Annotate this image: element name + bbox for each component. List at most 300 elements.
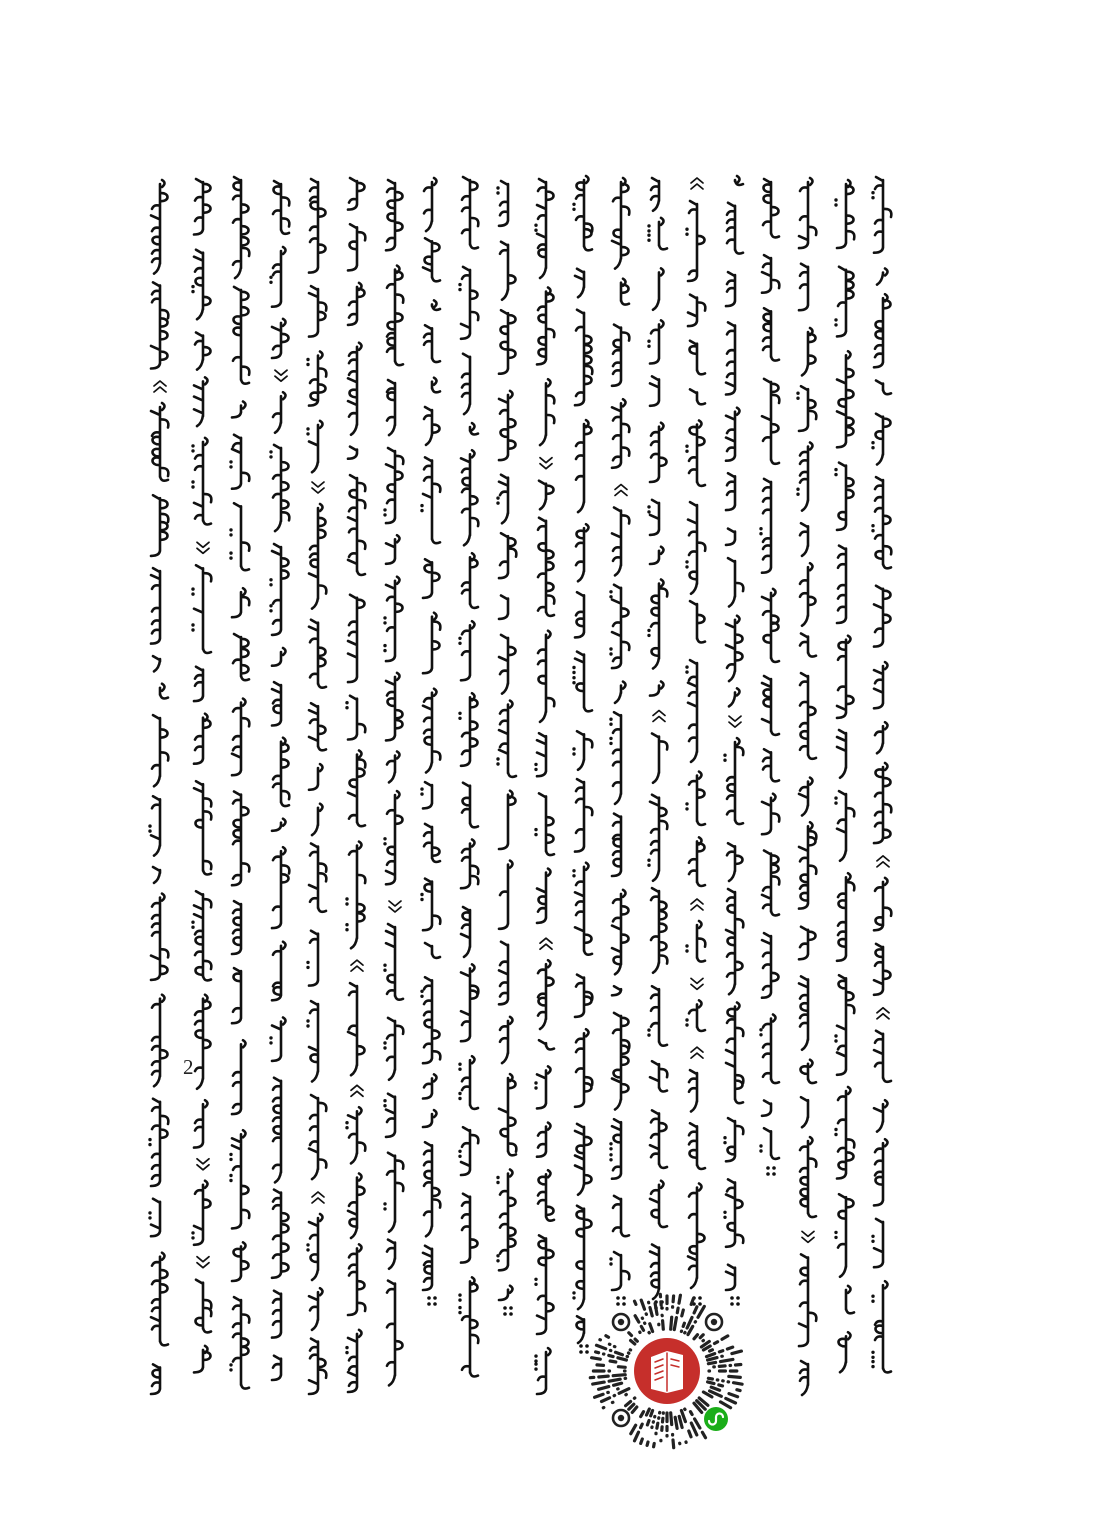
- code-ray: [671, 1317, 672, 1329]
- script-word-strokes: [612, 1252, 629, 1290]
- script-dot: [345, 902, 348, 905]
- script-dot: [229, 460, 232, 463]
- script-word: [834, 267, 853, 337]
- full-stop-mark: [427, 1296, 437, 1306]
- code-ray: [609, 1355, 613, 1356]
- script-word: [800, 634, 816, 657]
- script-dot: [572, 869, 575, 872]
- script-word: [612, 814, 621, 876]
- code-ray: [647, 1409, 650, 1415]
- script-dot: [420, 893, 423, 896]
- script-word: [575, 310, 592, 405]
- script-word: [834, 463, 853, 530]
- code-ray: [694, 1335, 698, 1339]
- script-word: [462, 783, 478, 828]
- script-word-strokes: [727, 203, 743, 254]
- script-word: [272, 1356, 281, 1380]
- script-word: [728, 558, 743, 606]
- script-word: [194, 1346, 211, 1373]
- script-word-strokes: [462, 177, 478, 248]
- script-word-strokes: [151, 1199, 160, 1236]
- quotation-mark: [540, 458, 552, 469]
- code-finder-eye: [706, 1314, 722, 1330]
- quotation-mark: [729, 716, 741, 727]
- script-dot: [534, 1362, 537, 1365]
- script-word-strokes: [763, 1015, 779, 1084]
- script-dot: [496, 1181, 499, 1184]
- script-dot: [458, 1155, 461, 1158]
- script-word-strokes: [539, 481, 554, 510]
- script-word: [762, 379, 779, 464]
- script-word: [723, 738, 743, 824]
- script-dot: [579, 1344, 583, 1348]
- script-dot: [685, 1023, 688, 1026]
- script-word-strokes: [575, 310, 592, 405]
- script-word: [689, 1123, 705, 1169]
- script-word: [575, 269, 584, 297]
- script-dot: [534, 833, 537, 836]
- script-word-strokes: [689, 1070, 697, 1111]
- script-word: [762, 794, 779, 834]
- script-word: [229, 1297, 249, 1389]
- script-word-strokes: [348, 1107, 365, 1163]
- script-dot: [685, 944, 688, 947]
- script-word-strokes: [659, 218, 667, 249]
- code-ray: [657, 1423, 658, 1428]
- script-word: [534, 1348, 550, 1394]
- code-ray: [663, 1321, 664, 1330]
- script-word-strokes: [575, 652, 592, 712]
- script-word: [348, 983, 365, 1075]
- script-word-strokes: [651, 888, 667, 973]
- script-word-strokes: [233, 634, 249, 680]
- code-ray: [675, 1417, 677, 1428]
- script-word: [846, 1286, 854, 1313]
- script-dot: [572, 671, 575, 674]
- script-word-strokes: [688, 201, 705, 281]
- script-word-strokes: [461, 693, 478, 766]
- script-word: [685, 201, 704, 281]
- script-dot: [834, 198, 837, 201]
- script-word-strokes: [153, 656, 160, 671]
- code-ray: [618, 1367, 625, 1368]
- script-dot: [772, 1172, 776, 1176]
- code-ray: [614, 1383, 622, 1385]
- script-word-strokes: [151, 282, 168, 368]
- script-word-strokes: [273, 181, 289, 234]
- code-ray: [671, 1413, 672, 1425]
- script-word-strokes: [800, 443, 813, 511]
- script-dot: [496, 757, 499, 760]
- script-word: [609, 712, 621, 804]
- code-ray: [641, 1439, 643, 1443]
- script-word-strokes: [151, 1099, 168, 1186]
- full-stop-mark: [730, 1296, 740, 1306]
- script-dot: [306, 363, 309, 366]
- script-word-strokes: [728, 558, 743, 606]
- script-word-strokes: [538, 631, 554, 722]
- script-word: [874, 763, 891, 843]
- code-ray: [651, 1411, 653, 1416]
- script-word-strokes: [232, 1040, 246, 1114]
- script-word: [345, 1330, 361, 1392]
- script-word: [151, 568, 160, 644]
- script-word-strokes: [309, 286, 326, 337]
- script-word: [612, 890, 629, 974]
- code-ray: [631, 1341, 635, 1345]
- script-word: [837, 546, 846, 623]
- script-word: [877, 269, 888, 285]
- script-word: [148, 1099, 168, 1186]
- script-dot: [534, 1283, 537, 1286]
- script-word-strokes: [537, 869, 551, 923]
- script-dot: [647, 224, 650, 227]
- script-word: [726, 322, 735, 394]
- script-word-strokes: [837, 975, 854, 1075]
- script-word-strokes: [348, 1244, 365, 1315]
- script-word: [726, 616, 743, 681]
- script-word: [387, 380, 395, 435]
- code-ray: [602, 1398, 610, 1402]
- code-ray: [694, 1307, 697, 1313]
- script-word: [151, 1364, 160, 1394]
- script-word-strokes: [650, 500, 659, 535]
- script-dot: [458, 1092, 461, 1095]
- script-dot: [616, 1302, 620, 1306]
- script-dot: [191, 623, 194, 626]
- script-word: [537, 869, 551, 923]
- script-word-strokes: [194, 565, 211, 653]
- script-word-strokes: [874, 294, 891, 367]
- script-dot: [723, 1136, 726, 1139]
- script-dot: [871, 1235, 874, 1238]
- script-dot: [458, 1150, 461, 1153]
- script-dot: [834, 1236, 837, 1239]
- script-dot: [269, 1036, 272, 1039]
- script-word: [432, 300, 440, 310]
- script-word-strokes: [499, 861, 513, 929]
- script-dot: [609, 737, 612, 740]
- script-word: [309, 844, 326, 912]
- script-word: [309, 286, 326, 337]
- script-word-strokes: [272, 942, 286, 1001]
- code-ray: [715, 1342, 718, 1344]
- script-word: [612, 399, 629, 468]
- script-word-strokes: [309, 844, 326, 912]
- code-ray: [710, 1350, 713, 1351]
- script-word: [348, 447, 357, 459]
- script-word-strokes: [151, 796, 160, 855]
- script-dot: [572, 681, 575, 684]
- script-word-strokes: [233, 177, 249, 278]
- script-dot: [191, 921, 194, 924]
- script-word: [383, 1018, 403, 1080]
- text-column: [647, 178, 667, 1310]
- code-ray: [635, 1432, 639, 1441]
- script-word-strokes: [800, 634, 816, 657]
- script-word-strokes: [621, 279, 629, 305]
- script-word: [232, 792, 249, 886]
- script-word: [726, 1003, 743, 1104]
- script-word-strokes: [799, 386, 816, 431]
- script-word-strokes: [876, 381, 891, 395]
- script-word: [233, 287, 249, 384]
- script-word: [650, 1181, 667, 1227]
- script-word-strokes: [309, 1288, 323, 1330]
- script-word-strokes: [726, 272, 735, 306]
- script-word-strokes: [837, 873, 854, 961]
- script-word-strokes: [151, 403, 168, 481]
- script-word-strokes: [799, 927, 816, 960]
- script-word-strokes: [386, 673, 403, 741]
- script-word: [386, 673, 403, 741]
- script-word-strokes: [272, 247, 286, 307]
- script-dot: [458, 1298, 461, 1301]
- script-word: [650, 423, 667, 482]
- script-dot: [345, 706, 348, 709]
- script-word-strokes: [348, 751, 365, 827]
- script-word-strokes: [232, 968, 241, 1023]
- script-word: [762, 589, 779, 662]
- script-word-strokes: [194, 1181, 211, 1245]
- quotation-mark: [275, 370, 287, 381]
- script-word: [423, 238, 440, 281]
- script-word: [612, 986, 621, 995]
- script-word-strokes: [837, 1087, 854, 1179]
- script-word: [621, 279, 629, 305]
- quotation-mark: [389, 901, 401, 912]
- script-word: [575, 1029, 592, 1107]
- script-word: [500, 242, 516, 300]
- script-word: [874, 1100, 888, 1131]
- text-column: [306, 179, 326, 1394]
- script-word-strokes: [876, 414, 891, 465]
- script-word-strokes: [151, 1364, 160, 1394]
- script-word: [762, 851, 779, 916]
- script-dot: [458, 1293, 461, 1296]
- script-word: [272, 1190, 289, 1278]
- script-word-strokes: [387, 1018, 403, 1080]
- script-word-strokes: [272, 1356, 281, 1380]
- script-word: [726, 473, 735, 510]
- script-dot: [345, 928, 348, 931]
- script-word: [383, 791, 402, 884]
- script-word: [499, 635, 516, 694]
- quotation-mark: [691, 1047, 703, 1058]
- code-ray: [606, 1336, 609, 1338]
- script-word: [420, 457, 440, 543]
- script-word: [420, 977, 440, 1063]
- script-word: [387, 266, 403, 366]
- quotation-mark: [351, 960, 363, 971]
- script-word-strokes: [461, 907, 470, 957]
- script-dot: [723, 754, 726, 757]
- script-dot: [534, 768, 537, 771]
- quotation-mark: [540, 938, 552, 949]
- script-word-strokes: [348, 696, 365, 740]
- script-word-strokes: [461, 1127, 478, 1175]
- script-word: [309, 179, 326, 273]
- script-word-strokes: [387, 266, 403, 366]
- quotation-mark: [197, 542, 209, 553]
- script-word-strokes: [688, 1184, 705, 1289]
- script-word-strokes: [151, 1253, 168, 1346]
- script-dot: [685, 228, 688, 231]
- script-dot: [534, 763, 537, 766]
- script-word-strokes: [348, 983, 365, 1075]
- code-ray: [655, 1304, 657, 1315]
- script-dot: [572, 1291, 575, 1294]
- script-dot: [698, 1296, 702, 1300]
- script-word-strokes: [194, 667, 203, 701]
- script-word-strokes: [837, 180, 854, 248]
- script-word: [500, 1017, 513, 1063]
- code-ray: [726, 1398, 736, 1403]
- script-dot: [647, 239, 650, 242]
- code-ray: [691, 1299, 693, 1305]
- script-word-strokes: [272, 847, 289, 928]
- script-dot: [871, 1356, 874, 1359]
- script-word: [269, 1018, 285, 1061]
- script-dot: [759, 1144, 762, 1147]
- script-word-strokes: [801, 1060, 817, 1083]
- code-finder-eye: [613, 1410, 629, 1426]
- code-ray: [708, 1362, 715, 1363]
- script-word: [423, 1110, 437, 1127]
- script-word: [232, 901, 241, 954]
- script-word-strokes: [232, 1242, 249, 1281]
- script-word-strokes: [538, 960, 554, 1029]
- script-word-strokes: [234, 503, 249, 570]
- script-word: [269, 247, 285, 307]
- mini-program-code-icon: [590, 1294, 742, 1447]
- script-word-strokes: [195, 333, 211, 370]
- script-word: [312, 804, 323, 835]
- text-column: [345, 178, 365, 1392]
- script-word: [273, 392, 286, 433]
- script-word-strokes: [272, 1291, 281, 1338]
- script-word-strokes: [309, 764, 323, 790]
- script-word: [229, 1130, 249, 1228]
- script-word: [424, 1142, 440, 1236]
- script-word-strokes: [499, 701, 516, 777]
- quotation-mark: [691, 978, 703, 989]
- script-word: [194, 179, 211, 235]
- script-dot: [572, 203, 575, 206]
- code-ray: [707, 1354, 715, 1357]
- script-word: [461, 964, 478, 1041]
- script-word-strokes: [837, 267, 854, 337]
- script-word-strokes: [348, 178, 365, 210]
- script-word-strokes: [612, 986, 621, 995]
- script-dot: [871, 1295, 874, 1298]
- script-word-strokes: [194, 438, 211, 525]
- script-dot: [647, 345, 650, 348]
- script-word-strokes: [194, 714, 211, 764]
- script-dot: [534, 224, 537, 227]
- text-column: [723, 176, 743, 1306]
- script-word-strokes: [499, 791, 516, 849]
- script-word: [348, 224, 365, 270]
- script-dot: [229, 1179, 232, 1182]
- script-word: [726, 1265, 735, 1290]
- script-dot: [834, 1128, 837, 1131]
- script-word-strokes: [689, 1000, 705, 1031]
- script-word-strokes: [387, 380, 395, 435]
- script-dot: [496, 1259, 499, 1262]
- script-word: [273, 738, 289, 806]
- script-word: [383, 1153, 403, 1232]
- script-word-strokes: [273, 445, 289, 531]
- script-word: [387, 1281, 403, 1386]
- script-dot: [871, 1351, 874, 1354]
- script-word: [458, 1056, 478, 1109]
- script-word: [759, 1128, 779, 1159]
- script-word: [572, 731, 592, 770]
- quotation-mark: [653, 711, 665, 722]
- script-dot: [685, 949, 688, 952]
- script-word-strokes: [689, 772, 705, 825]
- script-word-strokes: [726, 1118, 743, 1161]
- script-dot: [433, 1296, 437, 1300]
- script-dot: [191, 926, 194, 929]
- script-word: [348, 283, 365, 325]
- code-ray: [681, 1411, 685, 1422]
- script-word: [647, 320, 663, 363]
- script-word-strokes: [735, 176, 743, 185]
- script-dot: [796, 493, 799, 496]
- script-word: [499, 861, 513, 929]
- script-word-strokes: [537, 733, 546, 776]
- script-dot: [834, 1133, 837, 1136]
- script-word-strokes: [689, 1123, 705, 1169]
- script-word: [685, 502, 705, 594]
- script-word: [729, 688, 740, 706]
- script-word: [309, 620, 326, 688]
- script-word: [874, 586, 891, 647]
- script-dot: [796, 488, 799, 491]
- script-dot: [383, 649, 386, 652]
- script-word-strokes: [575, 269, 584, 297]
- script-word-strokes: [500, 1017, 513, 1063]
- script-dot: [229, 1174, 232, 1177]
- script-dot: [871, 1360, 874, 1363]
- script-word-strokes: [470, 423, 478, 434]
- script-word-strokes: [273, 738, 289, 806]
- script-word: [871, 1219, 883, 1267]
- script-dot: [609, 1153, 612, 1156]
- script-dot: [647, 1028, 650, 1031]
- script-word: [383, 1094, 395, 1137]
- code-ray: [698, 1306, 704, 1317]
- script-word-strokes: [577, 1206, 592, 1309]
- script-word: [273, 181, 289, 234]
- script-word: [499, 596, 508, 619]
- script-word: [272, 942, 286, 1001]
- script-word: [650, 547, 664, 564]
- script-word-strokes: [762, 794, 779, 834]
- script-word: [685, 1000, 705, 1031]
- script-word: [690, 601, 705, 642]
- script-word-strokes: [232, 901, 241, 954]
- script-dot: [345, 1346, 348, 1349]
- script-word: [458, 1277, 478, 1376]
- script-dot: [647, 1033, 650, 1036]
- code-ray: [635, 1339, 637, 1341]
- script-word-strokes: [726, 1003, 743, 1104]
- script-dot: [730, 1302, 734, 1306]
- script-dot: [572, 666, 575, 669]
